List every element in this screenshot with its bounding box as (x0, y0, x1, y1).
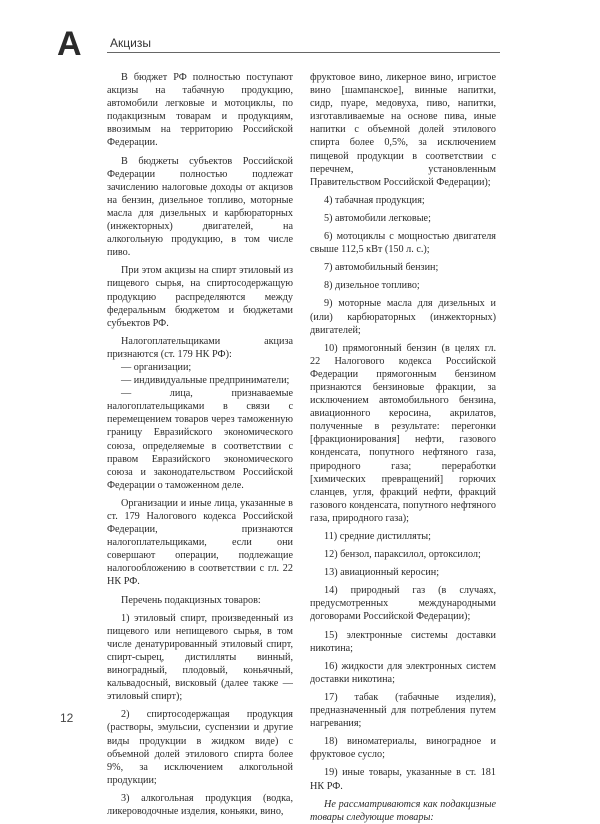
list-item-straight-run-gasoline: 10) прямогонный бензин (в целях гл. 22 Налогового кодекса Российской Федерации прямогонным бензином признаются бензиновые фракции, за исключением автомобильного бензина, авиационного керосина, акрилатов, полученные в результате: перегонки [фракционирования] нефти, газового конденсата, попутного нефтяного газа, природного газа; переработки [химических превращений] горючих сланцев, угля, фракций нефти, фракций газового конденсата, попутного нефтяного газа, природного газа); (310, 342, 496, 524)
list-item-motor-oils: 9) моторные масла для дизельных и (или) карбюраторных (инжекторных) двигателей; (310, 298, 496, 336)
list-item-e-nicotine-liquids: 16) жидкости для электронных систем доставки никотина; (310, 660, 496, 685)
list-item-tobacco: 4) табачная продукция; (324, 194, 425, 206)
list-item-aviation-kerosene: 13) авиационный керосин; (324, 567, 440, 579)
list-item-gasoline: 7) автомобильный бензин; (324, 262, 439, 274)
paragraph-regional-budgets: В бюджеты субъектов Российской Федерации полностью подлежат зачислению налоговые доходы от акцизов на бензин, дизельное топливо, моторные масла для дизельных и карбюраторных (инжекторных) двигателей, на алкогольную продукцию, в том числе пиво. (107, 155, 293, 259)
page-number: 12 (60, 711, 74, 725)
list-item-diesel: 8) дизельное топливо; (324, 280, 420, 292)
list-item-alcoholic-products: 3) алкогольная продукция (водка, ликероводочные изделия, коньяки, вино, (107, 792, 293, 817)
list-item-e-nicotine-systems: 15) электронные системы доставки никотина; (310, 629, 496, 654)
list-item-cars: 5) автомобили легковые; (324, 212, 431, 224)
list-item-alcoholic-products-continued: фруктовое вино, ликерное вино, игристое вино [шампанское], винные напитки, сидр, пуаре, медовуха, пиво, напитки, изготавливаемые на основе пива, иные напитки с объемной долей этилового спирта более 0,5%, за исключением пищевой продукции в соответствии с перечнем, установленным Правительством Российской Федерации); (310, 72, 496, 188)
list-item-organizations: — организации; (121, 361, 192, 373)
paragraph-taxpayers-intro: Налогоплательщиками акциза признаются (ст. 179 НК РФ): (107, 335, 293, 360)
list-item-customs-persons: — лица, признаваемые налогоплательщиками в связи с перемещением товаров через таможенную границу Евразийского экономического союза, определяемые в соответствии с правом Евразийского экономического союза и законодательством Российской Федерации о таможенном деле. (107, 388, 293, 491)
paragraph-non-excise-heading: Не рассматриваются как подакцизные товары следующие товары: (310, 798, 496, 823)
list-item-other-goods: 19) иные товары, указанные в ст. 181 НК РФ. (310, 767, 496, 792)
list-item-entrepreneurs: — индивидуальные предприниматели; (121, 375, 290, 387)
header-rule (107, 52, 500, 53)
paragraph-distribution: При этом акцизы на спирт этиловый из пищевого сырья, на спиртосодержащую продукцию распределяются между федеральным бюджетом и бюджетами субъектов РФ. (107, 265, 293, 329)
paragraph-taxpayer-condition: Организации и иные лица, указанные в ст. 179 Налогового кодекса Российской Федерации, признаются налогоплательщиками, если они совершают операции, подлежащие налогообложению в соответствии с гл. 22 НК РФ. (107, 497, 293, 588)
paragraph-federal-budget: В бюджет РФ полностью поступают акцизы на табачную продукцию, автомобили легковые и мотоциклы, по подакцизным товарам и продукциям, ввозимым на территорию Российской Федерации. (107, 72, 293, 149)
list-item-benzene: 12) бензол, параксилол, ортоксилол; (324, 549, 481, 561)
list-item-heated-tobacco: 17) табак (табачные изделия), предназначенный для потребления путем нагревания; (310, 691, 496, 730)
list-item-natural-gas: 14) природный газ (в случаях, предусмотренных международными договорами Российской Федерации); (310, 585, 496, 623)
list-item-ethyl-alcohol: 1) этиловый спирт, произведенный из пищевого или непищевого сырья, в том числе денатурированный этиловый спирт, спирт-сырец, дистилляты винный, виноградный, плодовый, коньячный, кальвадосный, висковый (далее также — этиловый спирт); (107, 612, 293, 703)
running-title: Акцизы (110, 36, 151, 50)
left-column (107, 71, 293, 818)
list-item-alcohol-containing-products: 2) спиртосодержащая продукция (растворы, эмульсии, суспензии и другие виды продукции в жидком виде) с объемной долей этилового спирта более 9%, за исключением алкогольной продукции; (107, 709, 293, 786)
right-column (310, 71, 496, 824)
list-item-wine-materials: 18) виноматериалы, виноградное и фруктовое сусло; (310, 736, 496, 761)
list-item-motorcycles: 6) мотоциклы с мощностью двигателя свыше 112,5 кВт (150 л. с.); (310, 231, 496, 256)
paragraph-excise-goods-heading: Перечень подакцизных товаров: (121, 594, 261, 606)
section-letter: А (57, 25, 82, 63)
list-item-middle-distillates: 11) средние дистилляты; (324, 531, 431, 542)
